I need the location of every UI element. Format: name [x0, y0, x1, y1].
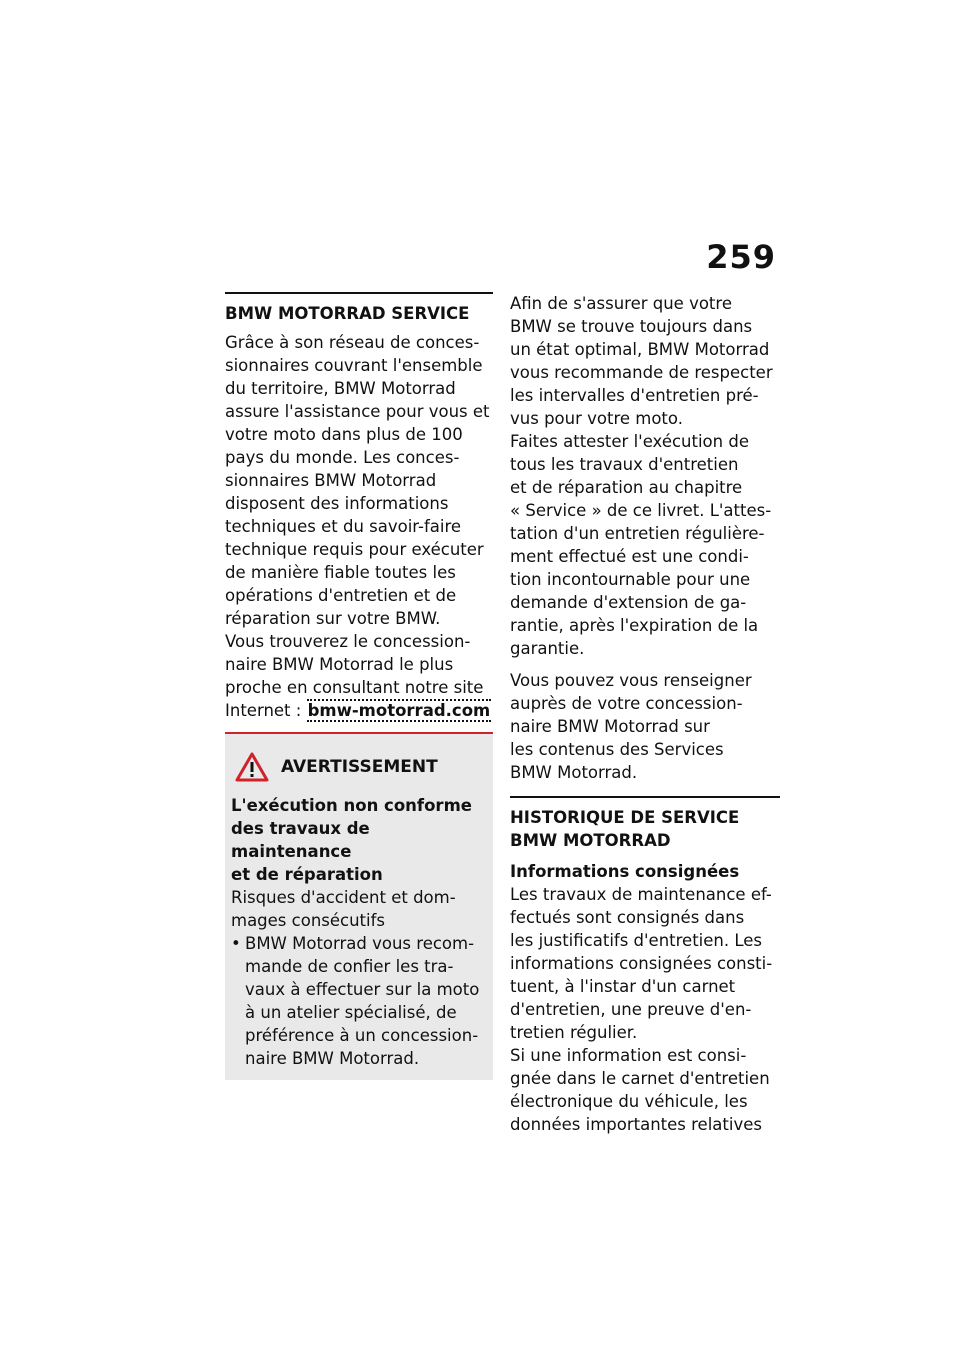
text-line: tuent, à l'instar d'un carnet	[510, 977, 736, 996]
text-line: techniques et du savoir-faire	[225, 517, 462, 536]
warning-triangle-icon	[235, 752, 269, 782]
text-line: naire BMW Motorrad.	[245, 1049, 420, 1068]
heading-line: BMW MOTORRAD	[510, 831, 671, 850]
text-line: naire BMW Motorrad le plus	[225, 655, 454, 674]
warning-header	[235, 752, 485, 782]
text-line: vus pour votre moto.	[510, 409, 683, 428]
text-line: garantie.	[510, 639, 585, 658]
warning-box	[225, 732, 493, 1080]
paragraph-gap	[510, 660, 780, 669]
right-paragraph-3	[510, 669, 780, 784]
text-line: vous recommande de respecter	[510, 363, 773, 382]
text-line: Vous trouverez le concession-	[225, 632, 471, 651]
bmw-motorrad-link[interactable]: bmw-motorrad.com	[307, 701, 491, 720]
text-line: tous les travaux d'entretien	[510, 455, 739, 474]
internet-label: Internet :	[225, 701, 307, 720]
text-line: proche en consultant notre site	[225, 678, 484, 697]
text-line: de manière fiable toutes les	[225, 563, 456, 582]
text-line: du territoire, BMW Motorrad	[225, 379, 456, 398]
section-rule	[225, 292, 493, 294]
text-line: préférence à un concession-	[245, 1026, 479, 1045]
warning-subhead-line: des travaux de maintenance	[231, 819, 370, 861]
text-line: Grâce à son réseau de conces-	[225, 333, 480, 352]
text-line: naire BMW Motorrad sur	[510, 717, 710, 736]
right-column	[510, 292, 780, 1136]
warning-subhead-line: L'exécution non conforme	[231, 796, 472, 815]
heading-line: HISTORIQUE DE SERVICE	[510, 808, 740, 827]
text-line: les intervalles d'entretien pré-	[510, 386, 759, 405]
text-line: « Service » de ce livret. L'attes-	[510, 501, 772, 520]
warning-subhead-line: et de réparation	[231, 865, 383, 884]
text-line: Les travaux de maintenance ef-	[510, 885, 772, 904]
right-paragraph-2	[510, 430, 780, 660]
right-paragraph-4	[510, 883, 780, 1044]
text-line: ment effectué est une condi-	[510, 547, 749, 566]
page-number: 259	[706, 238, 776, 276]
text-line: et de réparation au chapitre	[510, 478, 743, 497]
text-line: fectués sont consignés dans	[510, 908, 745, 927]
text-line: informations consignées consti-	[510, 954, 773, 973]
text-line: opérations d'entretien et de	[225, 586, 457, 605]
text-line: les contenus des Services	[510, 740, 724, 759]
text-line: pays du monde. Les conces-	[225, 448, 460, 467]
text-line: électronique du véhicule, les	[510, 1092, 748, 1111]
subhead-informations: Informations consignées	[510, 862, 740, 881]
text-line: Faites attester l'exécution de	[510, 432, 749, 451]
text-line: données importantes relatives	[510, 1115, 762, 1134]
text-line: assure l'assistance pour vous et	[225, 402, 490, 421]
text-line: Vous pouvez vous renseigner	[510, 671, 752, 690]
text-line: votre moto dans plus de 100	[225, 425, 463, 444]
text-line: rantie, après l'expiration de la	[510, 616, 759, 635]
left-paragraph-2	[225, 630, 493, 722]
text-line: BMW Motorrad vous recom-	[245, 934, 475, 953]
left-column	[225, 292, 493, 1080]
text-line: tation d'un entretien régulière-	[510, 524, 765, 543]
right-paragraph-1	[510, 292, 780, 430]
section-heading-bmw-motorrad-service: BMW MOTORRAD SERVICE	[225, 304, 470, 323]
text-line: mande de confier les tra-	[245, 957, 454, 976]
text-line: Si une information est consi-	[510, 1046, 747, 1065]
text-line: auprès de votre concession-	[510, 694, 743, 713]
text-line: technique requis pour exécuter	[225, 540, 484, 559]
warning-title: AVERTISSEMENT	[281, 757, 438, 777]
text-line: vaux à effectuer sur la moto	[245, 980, 480, 999]
warning-risk-line: mages consécutifs	[231, 911, 386, 930]
text-line: les justificatifs d'entretien. Les	[510, 931, 763, 950]
bullet-mark: •	[231, 934, 241, 953]
section-rule	[510, 796, 780, 798]
warning-risk-line: Risques d'accident et dom-	[231, 888, 456, 907]
text-line: tion incontournable pour une	[510, 570, 751, 589]
text-line: Afin de s'assurer que votre	[510, 294, 732, 313]
text-line: sionnaires BMW Motorrad	[225, 471, 437, 490]
text-line: réparation sur votre BMW.	[225, 609, 441, 628]
text-line: BMW se trouve toujours dans	[510, 317, 753, 336]
warning-bullet	[231, 932, 485, 1070]
text-line: demande d'extension de ga-	[510, 593, 747, 612]
right-paragraph-5	[510, 1044, 780, 1136]
text-line: d'entretien, une preuve d'en-	[510, 1000, 752, 1019]
text-line: sionnaires couvrant l'ensemble	[225, 356, 483, 375]
text-line: à un atelier spécialisé, de	[245, 1003, 457, 1022]
text-line	[225, 699, 493, 722]
bullet-text	[245, 932, 479, 1070]
left-paragraph-1	[225, 331, 493, 630]
text-line: BMW Motorrad.	[510, 763, 638, 782]
text-line: un état optimal, BMW Motorrad	[510, 340, 770, 359]
text-line: tretien régulier.	[510, 1023, 638, 1042]
text-line: gnée dans le carnet d'entretien	[510, 1069, 770, 1088]
text-line: disposent des informations	[225, 494, 449, 513]
section-heading-historique	[510, 806, 780, 852]
